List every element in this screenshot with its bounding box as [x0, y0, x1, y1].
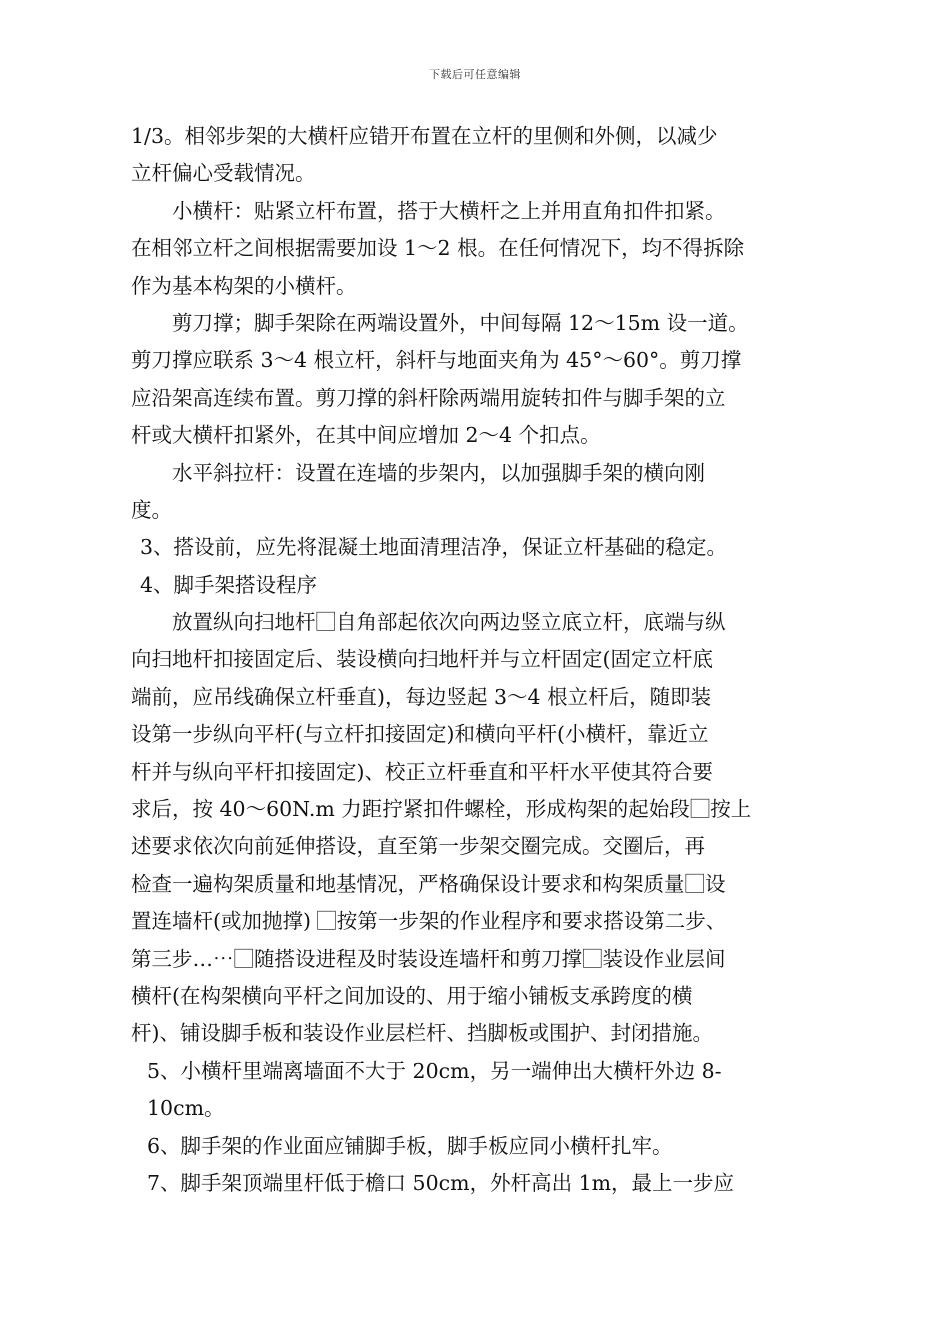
text-line: 应沿架高连续布置。剪刀撑的斜杆除两端用旋转扣件与脚手架的立 — [131, 385, 726, 410]
text-line: 杆)、铺设脚手板和装设作业层栏杆、挡脚板或围护、封闭措施。 — [131, 1021, 713, 1046]
text-line: 作为基本构架的小横杆。 — [131, 273, 357, 298]
text-line: 设第一步纵向平杆(与立杆扣接固定)和横向平杆(小横杆，靠近立 — [131, 722, 709, 747]
text-line: 立杆偏心受载情况。 — [131, 161, 316, 186]
list-item-7: 7、脚手架顶端里杆低于檐口 50cm，外杆高出 1m，最上一步应 — [147, 1170, 735, 1195]
text-line: 端前，应吊线确保立杆垂直)，每边竖起 3～4 根立杆后，随即装 — [131, 684, 712, 709]
page-header: 下载后可任意编辑 — [429, 68, 521, 81]
list-item-4: 4、脚手架搭设程序 — [140, 572, 318, 597]
text-line: 度。 — [131, 497, 172, 522]
text-line: 置连墙杆(或加抛撑) ⃞按第一步架的作业程序和要求搭设第二步、 — [131, 909, 727, 934]
paragraph-small-crossbar: 小横杆：贴紧立杆布置，搭于大横杆之上并用直角扣件扣紧。 — [172, 198, 726, 223]
text-line: 在相邻立杆之间根据需要加设 1～2 根。在任何情况下，均不得拆除 — [131, 236, 745, 261]
text-line: 述要求依次向前延伸搭设，直至第一步架交圈完成。交圈后，再 — [131, 834, 705, 859]
text-line: 求后，按 40～60N.m 力距拧紧扣件螺栓，形成构架的起始段⃞按上 — [131, 797, 752, 822]
list-item-3: 3、搭设前，应先将混凝土地面清理洁净，保证立杆基础的稳定。 — [140, 535, 728, 560]
text-line: 向扫地杆扣接固定后、装设横向扫地杆并与立杆固定(固定立杆底 — [131, 647, 713, 672]
text-line: 检查一遍构架质量和地基情况，严格确保设计要求和构架质量⃞设 — [131, 871, 726, 896]
text-line: 杆并与纵向平杆扣接固定)、校正立杆垂直和平杆水平使其符合要 — [131, 759, 713, 784]
list-item-5-continuation: 10cm。 — [147, 1096, 225, 1121]
paragraph-scissor-brace: 剪刀撑；脚手架除在两端设置外，中间每隔 12～15m 设一道。 — [172, 310, 749, 335]
document-body — [131, 118, 811, 1202]
text-line: 第三步……⃞随搭设进程及时装设连墙杆和剪刀撑⃞装设作业层间 — [131, 946, 726, 971]
text-line: 杆或大横杆扣紧外，在其中间应增加 2～4 个扣点。 — [131, 423, 601, 448]
text-line: 剪刀撑应联系 3～4 根立杆，斜杆与地面夹角为 45°～60°。剪刀撑 — [131, 348, 742, 373]
list-item-5: 5、小横杆里端离墙面不大于 20cm，另一端伸出大横杆外边 8- — [147, 1058, 722, 1083]
paragraph-horizontal-tie: 水平斜拉杆：设置在连墙的步架内，以加强脚手架的横向刚 — [172, 460, 705, 485]
text-line: 横杆(在构架横向平杆之间加设的、用于缩小铺板支承跨度的横 — [131, 983, 693, 1008]
text-line: 1/3。相邻步架的大横杆应错开布置在立杆的里侧和外侧，以减少 — [131, 124, 718, 148]
paragraph-procedure: 放置纵向扫地杆⃞自角部起依次向两边竖立底立杆，底端与纵 — [172, 610, 726, 635]
list-item-6: 6、脚手架的作业面应铺脚手板，脚手板应同小横杆扎牢。 — [147, 1133, 673, 1158]
